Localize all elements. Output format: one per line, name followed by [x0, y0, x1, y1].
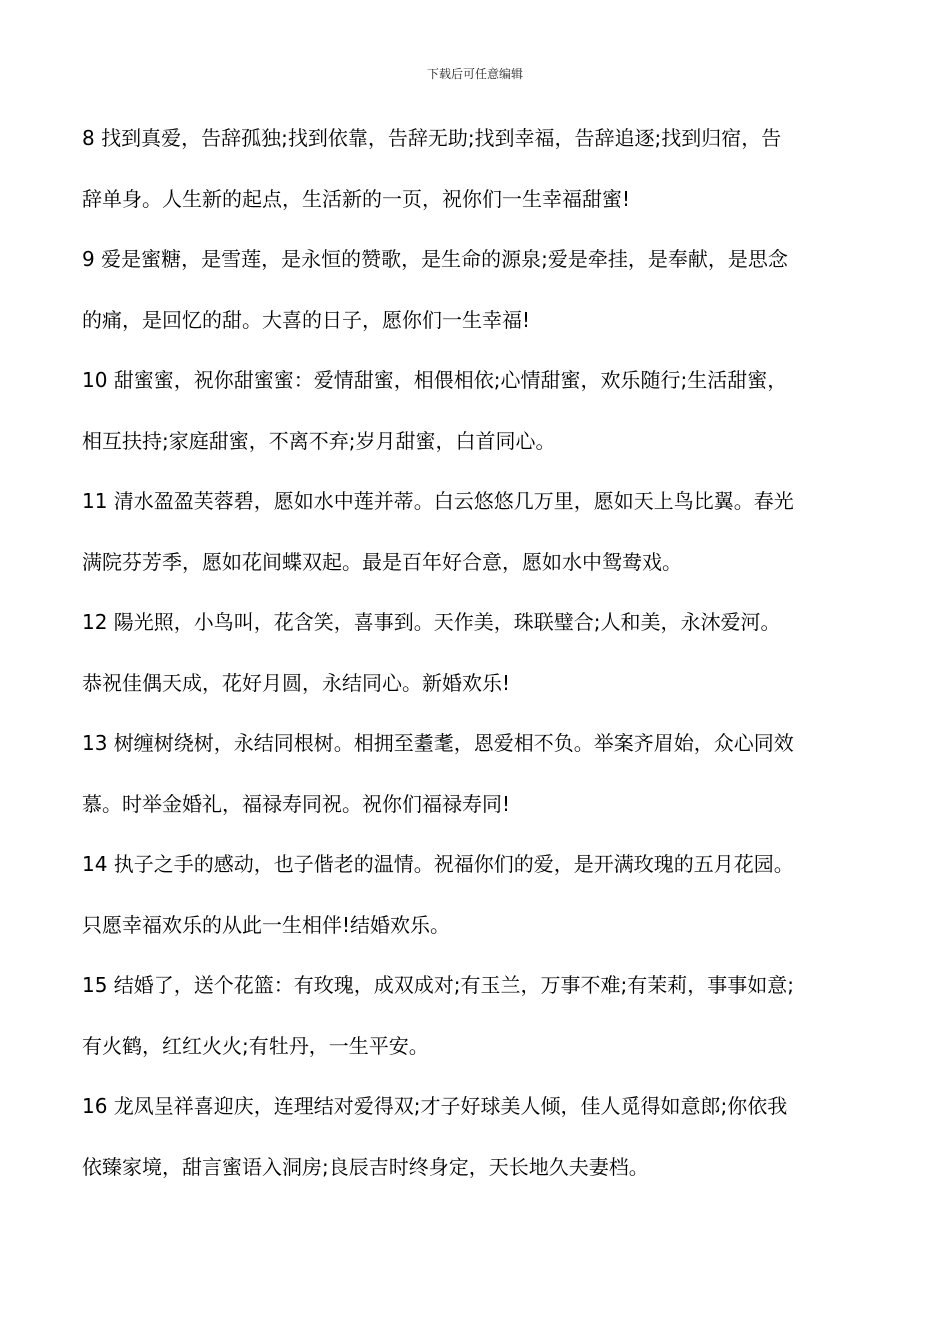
- text-line: 10 甜蜜蜜，祝你甜蜜蜜：爱情甜蜜，相偎相依;心情甜蜜，欢乐随行;生活甜蜜，: [82, 368, 788, 392]
- text-line: 相互扶持;家庭甜蜜，不离不弃;岁月甜蜜，白首同心。: [82, 428, 556, 453]
- text-line: 慕。时举金婚礼，福禄寿同祝。祝你们福禄寿同!: [82, 791, 511, 816]
- text-line: 15 结婚了，送个花篮：有玫瑰，成双成对;有玉兰，万事不难;有茉莉，事事如意;: [82, 973, 795, 997]
- text-line: 16 龙凤呈祥喜迎庆，连理结对爱得双;才子好球美人倾，佳人觅得如意郎;你依我: [82, 1094, 788, 1118]
- text-line: 12 陽光照，小鸟叫，花含笑，喜事到。天作美，珠联璧合;人和美，永沐爱河。: [82, 610, 781, 634]
- page-header: 下载后可任意编辑: [426, 67, 523, 81]
- text-line: 只愿幸福欢乐的从此一生相伴!结婚欢乐。: [82, 912, 451, 937]
- text-line: 8 找到真爱，告辞孤独;找到依靠，告辞无助;找到幸福，告辞追逐;找到归宿，告: [82, 126, 782, 150]
- text-line: 有火鹤，红红火火;有牡丹，一生平安。: [82, 1033, 429, 1058]
- text-line: 辞单身。人生新的起点，生活新的一页，祝你们一生幸福甜蜜!: [82, 186, 631, 211]
- text-line: 的痛，是回忆的甜。大喜的日子，愿你们一生幸福!: [82, 307, 531, 332]
- text-line: 13 树缠树绕树，永结同根树。相拥至耋耄，恩爱相不负。举案齐眉始，众心同效: [82, 731, 794, 755]
- text-line: 11 清水盈盈芙蓉碧，愿如水中莲并蒂。白云悠悠几万里，愿如天上鸟比翼。春光: [82, 489, 794, 513]
- document-body: [82, 108, 882, 1197]
- text-line: 9 爱是蜜糖，是雪莲，是永恒的赞歌，是生命的源泉;爱是牵挂，是奉献，是思念: [82, 247, 788, 271]
- text-line: 恭祝佳偶天成，花好月圆，永结同心。新婚欢乐!: [82, 670, 511, 695]
- text-line: 14 执子之手的感动，也子偕老的温情。祝福你们的爱，是开满玫瑰的五月花园。: [82, 852, 794, 876]
- text-line: 依臻家境，甜言蜜语入洞房;良辰吉时终身定，天长地久夫妻档。: [82, 1154, 649, 1179]
- text-line: 满院芬芳季，愿如花间蝶双起。最是百年好合意，愿如水中鸳鸯戏。: [82, 549, 682, 574]
